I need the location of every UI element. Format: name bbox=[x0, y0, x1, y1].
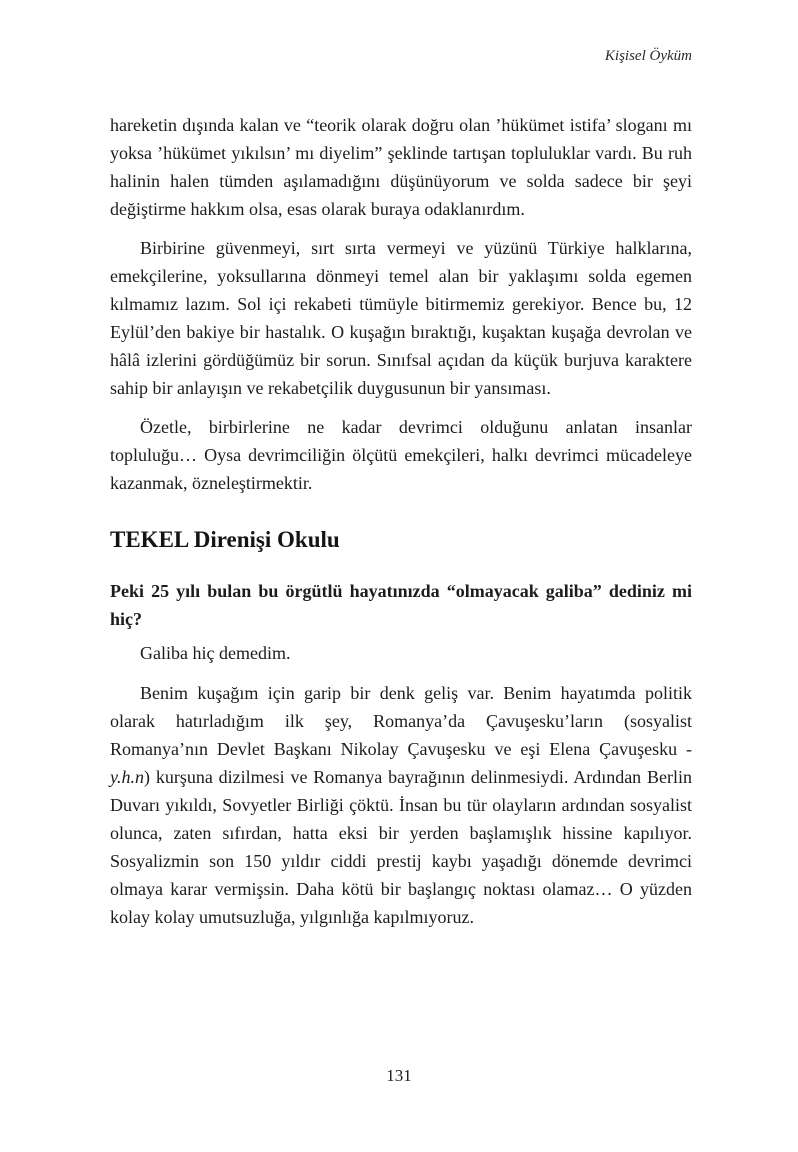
page-content bbox=[110, 48, 692, 942]
paragraph: Özetle, birbirlerine ne kadar devrimci olduğunu anlatan insanlar topluluğu… Oysa devrimciliğin ölçütü emekçileri, halkı devrimci mücadeleye kazanmak, özneleştirmektir. bbox=[110, 417, 692, 493]
page-number: 131 bbox=[386, 1066, 412, 1085]
interview-answer-short: Galiba hiç demedim. bbox=[140, 643, 291, 663]
paragraph: Birbirine güvenmeyi, sırt sırta vermeyi ve yüzünü Türkiye halklarına, emekçilerine, yoksullarına dönmeyi temel alan bir yaklaşımı solda egemen kılmamız lazım. Sol içi rekabeti tümüyle bitirmemiz gerekiyor. Bence bu, 12 Eylül’den bakiye bir hastalık. O kuşağın bıraktığı, kuşaktan kuşağa devrolan ve hâlâ izlerini gördüğümüz bir sorun. Sınıfsal açıdan da küçük burjuva karaktere sahip bir anlayışın ve rekabetçilik duygusunun bir yansıması. bbox=[110, 238, 692, 398]
section-heading: TEKEL Direnişi Okulu bbox=[110, 527, 340, 552]
interview-question: Peki 25 yılı bulan bu örgütlü hayatınızda “olmayacak galiba” dediniz mi hiç? bbox=[110, 581, 692, 629]
paragraph-text-before: Benim kuşağım için garip bir denk geliş var. Benim hayatımda politik olarak hatırladığım ilk şey, Romanya’da Çavuşesku’ların (sosyalist Romanya’nın Devlet Başkanı Nikolay Çavuşesku ve eşi Elena Çavuşesku - bbox=[110, 683, 692, 759]
paragraph-text-after: ) kurşuna dizilmesi ve Romanya bayrağının delinmesiydi. Ardından Berlin Duvarı yıkıldı, Sovyetler Birliği çöktü. İnsan bu tür olayların ardından sosyalist olunca, zaten sıfırdan, hatta eksi bir yerden başlamışlık hissine kapılıyor. Sosyalizmin son 150 yıldır ciddi prestij kaybı yaşadığı dönemde devrimci olmaya karar vermişsin. Daha kötü bir başlangıç noktası olamaz… O yüzden kolay kolay umutsuzluğa, yılgınlığa kapılmıyoruz. bbox=[110, 767, 692, 927]
running-header: Kişisel Öyküm bbox=[604, 48, 692, 64]
editorial-note-italic: y.h.n bbox=[110, 767, 144, 787]
paragraph-with-note bbox=[110, 679, 692, 931]
paragraph: hareketin dışında kalan ve “teorik olarak doğru olan ’hükümet istifa’ sloganı mı yoksa ’hükümet yıkılsın’ mı diyelim” şeklinde tartışan topluluklar vardı. Bu ruh halinin halen tümden aşılamadığını düşünüyorum ve solda sadece bir şeyi değiştirme hakkım olsa, esas olarak buraya odaklanırdım. bbox=[110, 115, 692, 219]
